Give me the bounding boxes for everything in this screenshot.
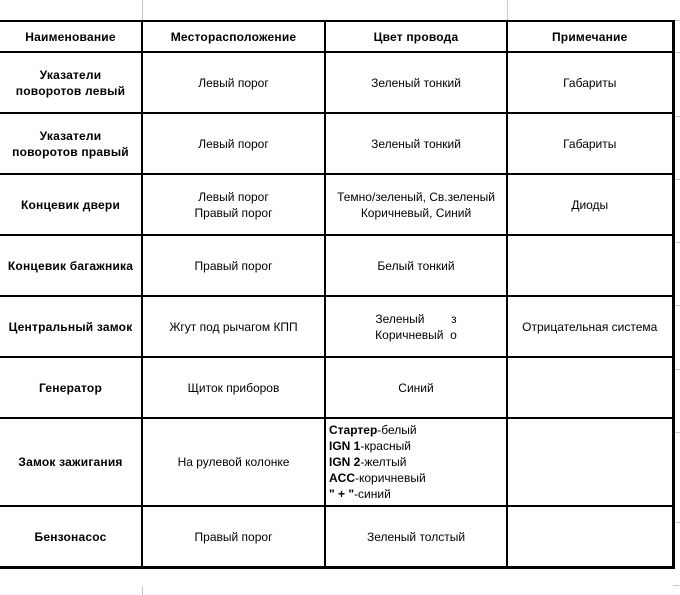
- table-row: [0, 418, 673, 506]
- cell-location[interactable]: [142, 506, 325, 568]
- wire-value: -красный: [360, 439, 411, 453]
- sheet-gridline: [142, 586, 143, 595]
- header-name: Наименование: [0, 21, 142, 52]
- header-note: Примечание: [507, 21, 673, 52]
- header-row: [0, 21, 673, 52]
- cell-wire-color[interactable]: [325, 235, 507, 296]
- cell-name[interactable]: [0, 235, 142, 296]
- cell-text: Замок зажигания: [18, 455, 123, 469]
- cell-name[interactable]: [0, 506, 142, 568]
- cell-text: Левый порог: [198, 189, 269, 204]
- cell-text: поворотов правый: [12, 144, 129, 159]
- cell-text: Правый порог: [194, 529, 273, 544]
- cell-text: Бензонасос: [34, 529, 107, 544]
- header-wire-color: Цвет провода: [325, 21, 507, 52]
- wire-value: -желтый: [360, 455, 407, 469]
- cell-text: Концевик багажника: [7, 258, 134, 273]
- cell-text: Левый порог: [198, 136, 269, 151]
- cell-text: Зеленый толстый: [366, 529, 466, 544]
- table-row: [0, 235, 673, 296]
- cell-wire-color[interactable]: [325, 113, 507, 174]
- cell-location[interactable]: [142, 52, 325, 113]
- cell-location[interactable]: [142, 174, 325, 235]
- cell-note[interactable]: [507, 174, 673, 235]
- cell-text: Коричневый о: [375, 327, 457, 342]
- table-row: [0, 296, 673, 357]
- wire-list-item: [329, 438, 504, 454]
- cell-text: Правый порог: [194, 258, 273, 273]
- wire-list-item: [329, 486, 504, 502]
- wire-label: " + ": [329, 487, 355, 501]
- wire-list-item: [329, 470, 504, 486]
- wire-list-item: [329, 422, 504, 438]
- wiring-table: [0, 20, 675, 569]
- wire-label: ACC: [329, 471, 355, 485]
- cell-location[interactable]: [142, 296, 325, 357]
- cell-text: поворотов левый: [15, 83, 126, 98]
- table-row: [0, 52, 673, 113]
- cell-wire-color[interactable]: [325, 418, 507, 506]
- cell-wire-color[interactable]: [325, 357, 507, 418]
- cell-text: Диоды: [571, 197, 609, 212]
- cell-wire-color[interactable]: [325, 174, 507, 235]
- wire-value: -синий: [354, 487, 391, 501]
- table-row: [0, 506, 673, 568]
- wire-list-item: [329, 454, 504, 470]
- header-location: Месторасположение: [142, 21, 325, 52]
- cell-text: Жгут под рычагом КПП: [169, 319, 298, 334]
- cell-location[interactable]: [142, 113, 325, 174]
- cell-name[interactable]: [0, 357, 142, 418]
- wire-value: -белый: [377, 423, 417, 437]
- cell-text: Центральный замок: [8, 319, 133, 334]
- cell-text: Коричневый, Синий: [360, 205, 472, 220]
- cell-text: Левый порог: [198, 75, 269, 90]
- cell-name[interactable]: [0, 113, 142, 174]
- cell-text: Указатели: [39, 67, 102, 82]
- cell-text: Синий: [398, 380, 434, 395]
- wire-value: -коричневый: [355, 471, 426, 485]
- cell-text: Темно/зеленый, Св.зеленый: [337, 189, 495, 204]
- cell-note[interactable]: [507, 506, 673, 568]
- cell-text: Габариты: [563, 136, 617, 151]
- sheet-gridline: [673, 585, 680, 586]
- cell-note[interactable]: [507, 113, 673, 174]
- sheet-gridline: [507, 0, 508, 20]
- cell-location[interactable]: [142, 235, 325, 296]
- table-row: [0, 357, 673, 418]
- cell-text: Указатели: [39, 128, 102, 143]
- cell-text: Щиток приборов: [187, 380, 280, 395]
- cell-text: Белый тонкий: [377, 258, 455, 273]
- wire-label: IGN 1: [329, 439, 361, 453]
- cell-text: Зеленый тонкий: [371, 136, 461, 151]
- cell-wire-color[interactable]: [325, 506, 507, 568]
- cell-note[interactable]: [507, 357, 673, 418]
- sheet-gridline: [142, 0, 143, 20]
- cell-note[interactable]: [507, 235, 673, 296]
- cell-name[interactable]: [0, 418, 142, 506]
- cell-text: Концевик двери: [20, 197, 121, 212]
- cell-wire-color[interactable]: [325, 52, 507, 113]
- table-row: [0, 113, 673, 174]
- cell-text: Правый порог: [194, 205, 273, 220]
- cell-text: Генератор: [39, 380, 102, 395]
- table-row: [0, 174, 673, 235]
- wire-label: IGN 2: [329, 455, 361, 469]
- cell-note[interactable]: [507, 52, 673, 113]
- cell-name[interactable]: [0, 296, 142, 357]
- cell-wire-color[interactable]: [325, 296, 507, 357]
- wire-label: Стартер: [329, 423, 378, 437]
- cell-text: Зеленый тонкий: [371, 75, 461, 90]
- cell-text: На рулевой колонке: [177, 455, 290, 469]
- cell-name[interactable]: [0, 52, 142, 113]
- cell-note[interactable]: [507, 418, 673, 506]
- cell-text: Габариты: [563, 75, 617, 90]
- cell-text: Зеленый з: [375, 311, 457, 326]
- cell-text: Отрицательная система: [522, 319, 658, 334]
- cell-note[interactable]: [507, 296, 673, 357]
- cell-name[interactable]: [0, 174, 142, 235]
- cell-location[interactable]: [142, 418, 325, 506]
- cell-location[interactable]: [142, 357, 325, 418]
